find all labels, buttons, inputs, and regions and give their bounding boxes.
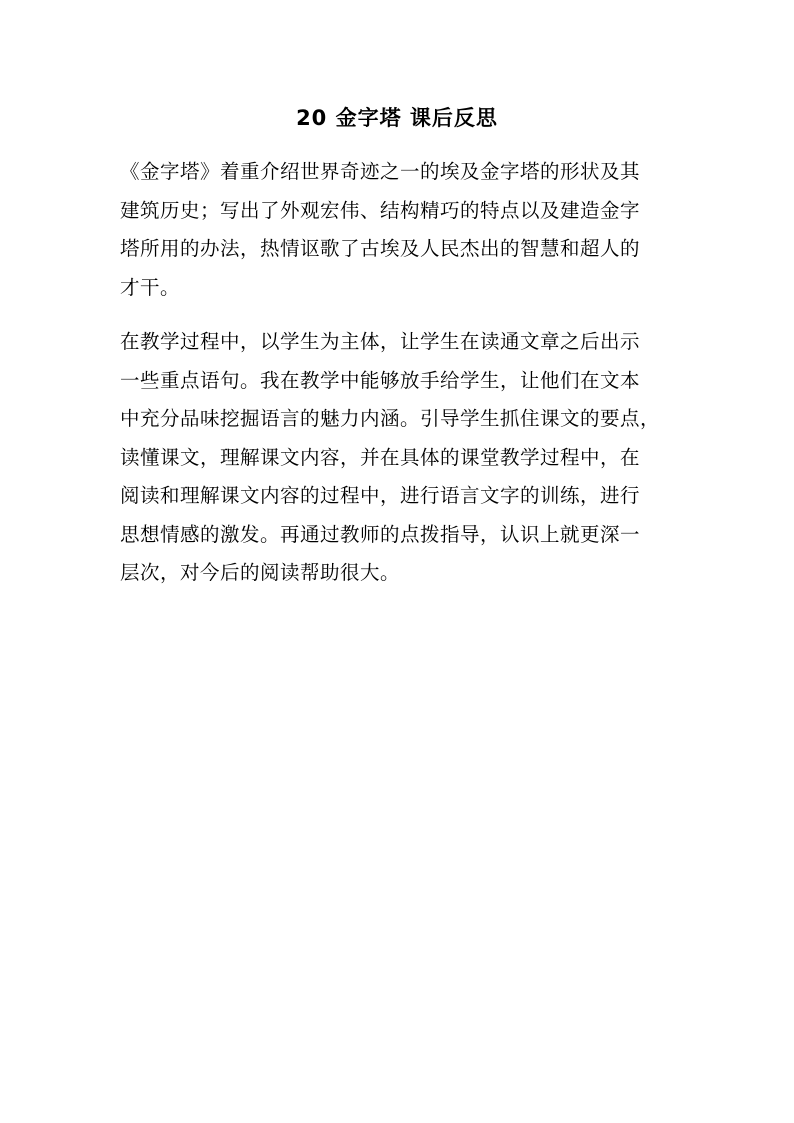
paragraph-1-line-2: 建筑历史；写出了外观宏伟、结构精巧的特点以及建造金字 (120, 198, 641, 222)
paragraph-1-line-3: 塔所用的办法，热情讴歌了古埃及人民杰出的智慧和超人的 (120, 237, 641, 260)
paragraph-2-line-5: 阅读和理解课文内容的过程中，进行语言文字的训练，进行 (120, 484, 641, 507)
document-title: 20 金字塔 课后反思 (296, 106, 498, 130)
document-body (120, 153, 674, 593)
paragraph-1-line-1: 《金字塔》着重介绍世界奇迹之一的埃及金字塔的形状及其 (120, 160, 641, 183)
paragraph-2-line-4: 读懂课文，理解课文内容，并在具体的课堂教学过程中，在 (120, 445, 641, 469)
paragraph-1-line-4: 才干。 (120, 275, 181, 299)
paragraph-2-line-3: 中充分品味挖掘语言的魅力内涵。引导学生抓住课文的要点， (120, 407, 661, 430)
paragraph-2-line-7: 层次，对今后的阅读帮助很大。 (120, 561, 401, 584)
paragraph-2-line-1: 在教学过程中，以学生为主体，让学生在读通文章之后出示 (120, 330, 641, 353)
paragraph-2-line-6: 思想情感的激发。再通过教师的点拨指导，认识上就更深一 (120, 522, 641, 546)
paragraph-2-line-2: 一些重点语句。我在教学中能够放手给学生，让他们在文本 (120, 368, 641, 392)
paragraph-2 (120, 323, 674, 593)
paragraph-1 (120, 153, 674, 307)
